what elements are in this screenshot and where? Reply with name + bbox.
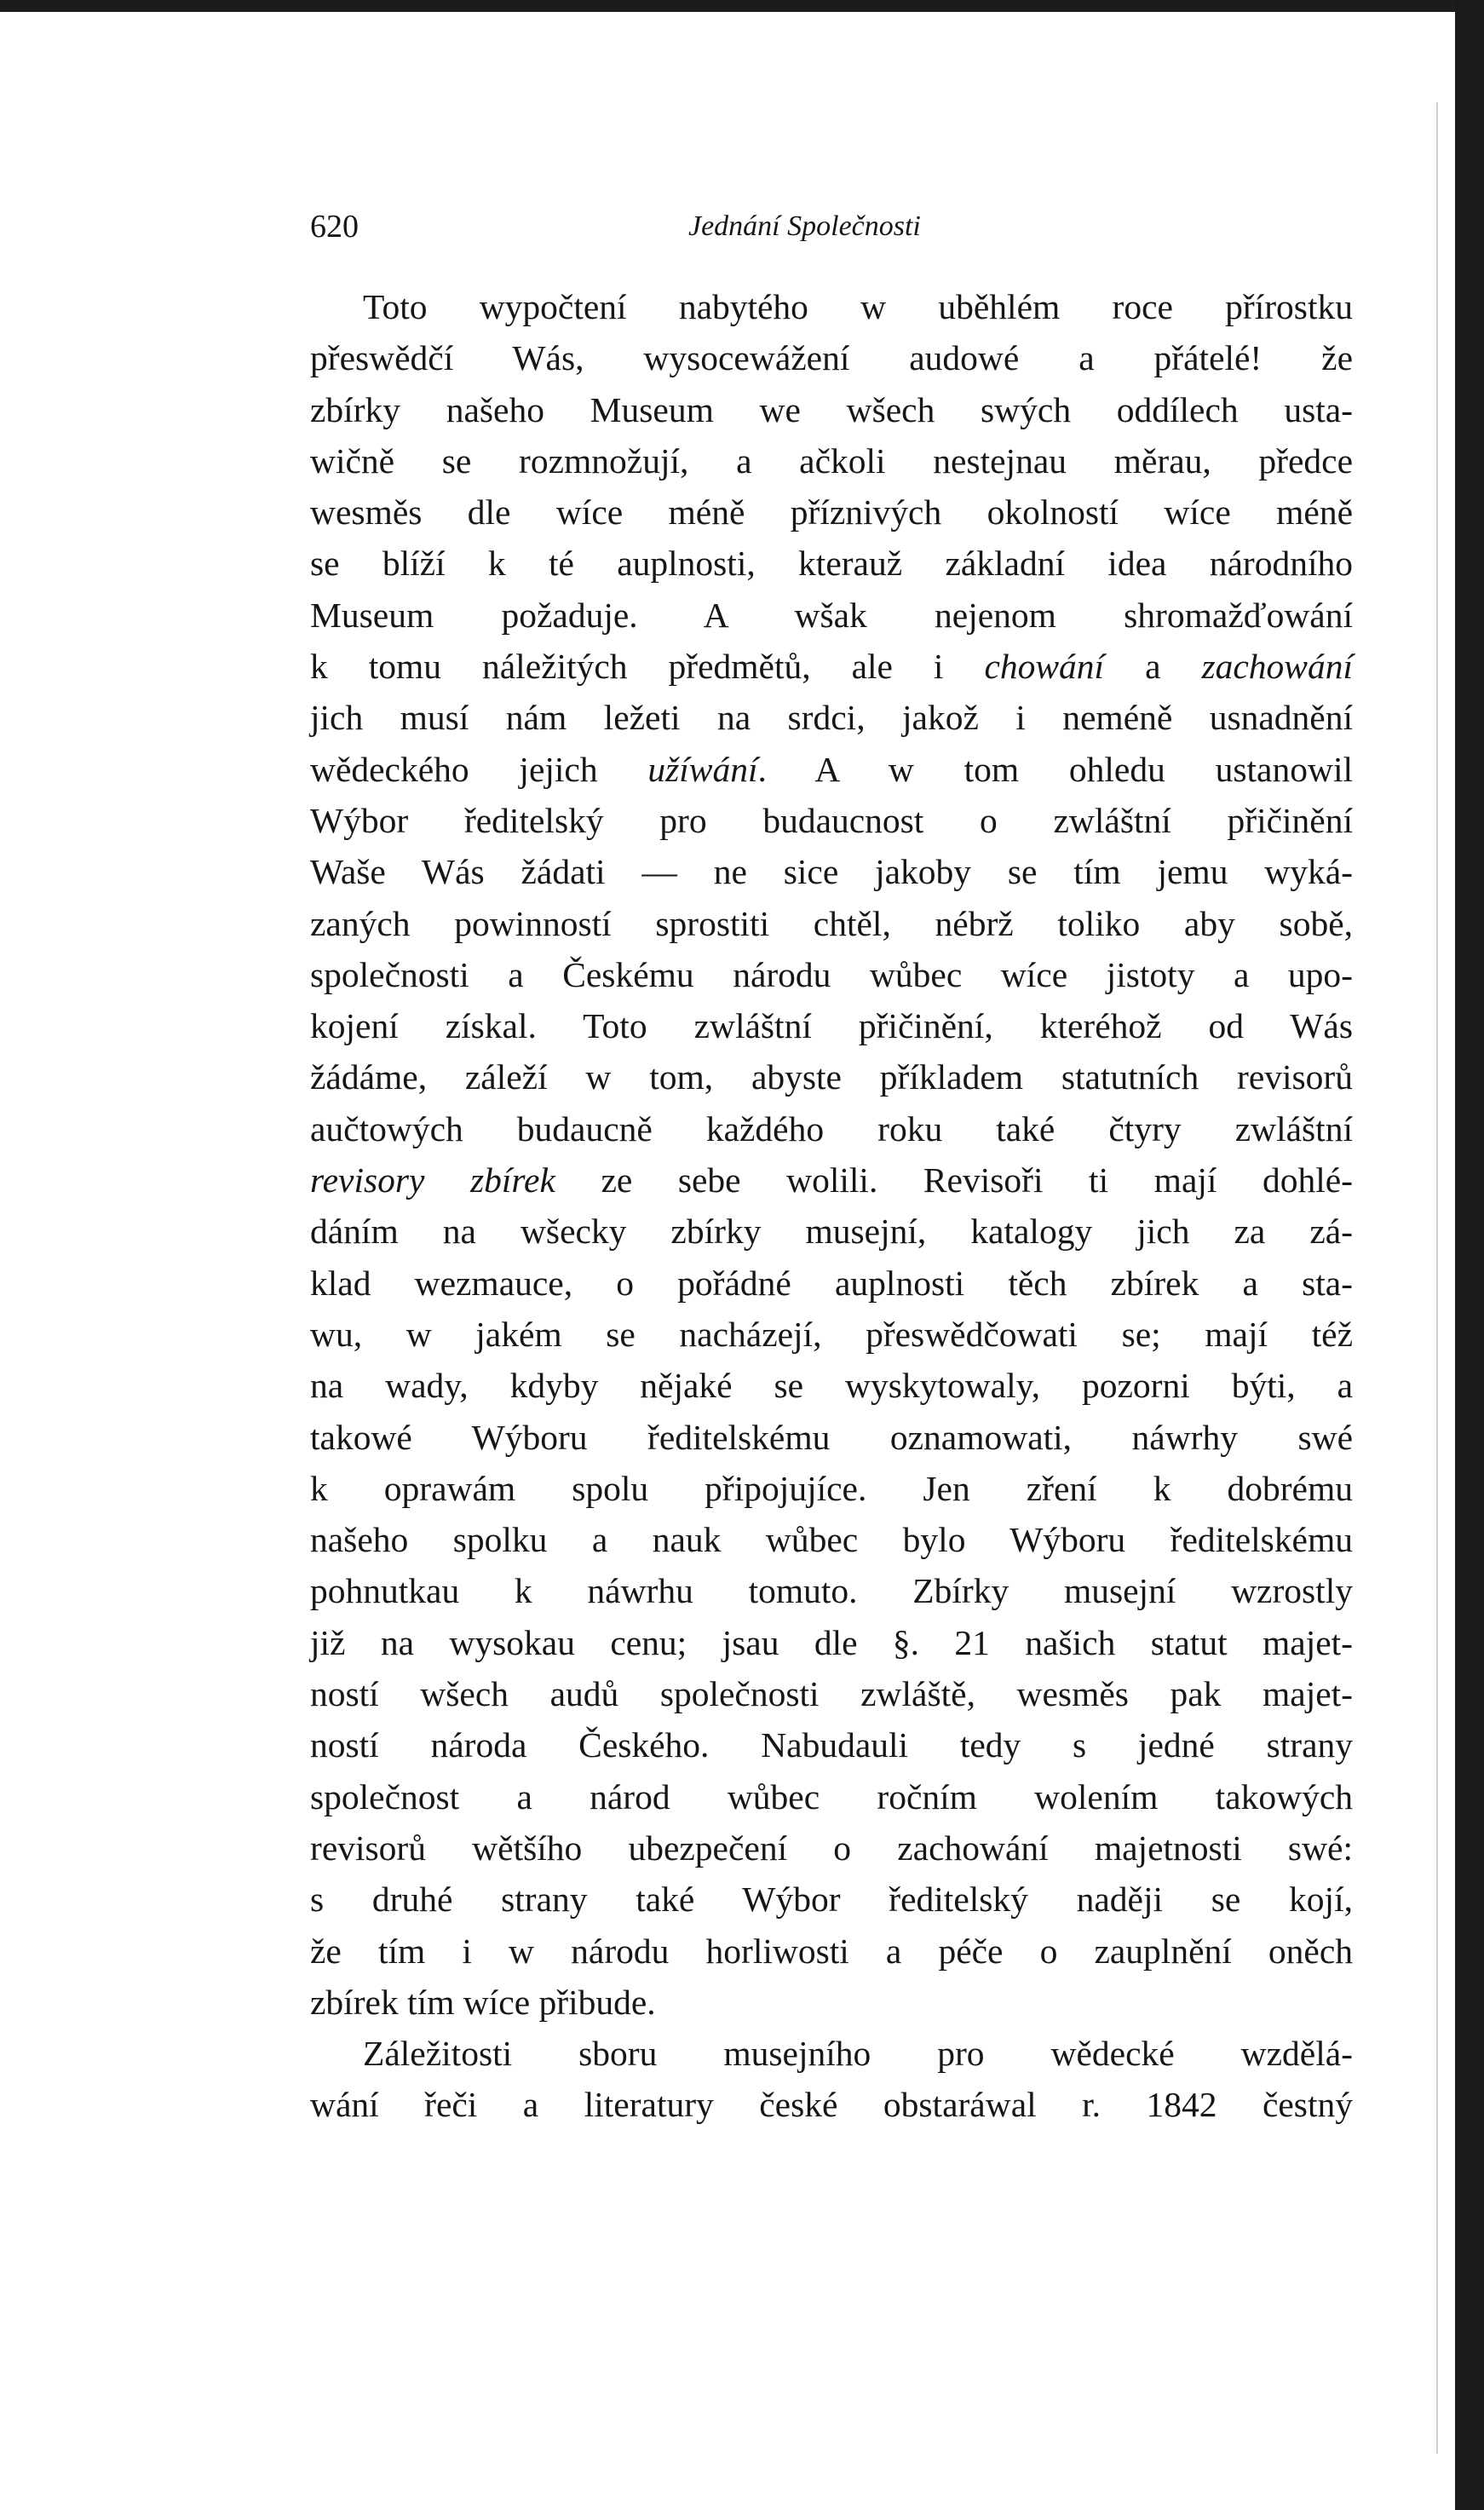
running-head — [310, 203, 1358, 250]
text-line: s druhé strany také Wýbor ředitelský naději se kojí, — [310, 1880, 1353, 1920]
text-line: zbírky našeho Museum we wšech swých oddílech usta- — [310, 389, 1353, 429]
text-line: na wady, kdyby nějaké se wyskytowaly, pozorni býti, a — [310, 1366, 1353, 1406]
emphasis: zachowání — [1201, 647, 1354, 687]
text-line: takowé Wýboru ředitelskému oznamowati, náwrhy swé — [310, 1417, 1353, 1457]
text-line: jich musí nám ležeti na srdci, jakož i neméně usnadnění — [310, 698, 1353, 738]
text-line: aučtowých budaucně každého roku také čtyry zwláštní — [310, 1108, 1353, 1148]
text-line: se blíží k té auplnosti, kterauž základní idea národního — [310, 544, 1353, 584]
text-line: již na wysokau cenu; jsau dle §. 21 našich statut majet- — [310, 1622, 1353, 1662]
page-number: 620 — [310, 209, 359, 245]
text-line: wání řeči a literatury české obstaráwal r. 1842 čestný — [310, 2085, 1353, 2125]
text-line: klad wezmauce, o pořádné auplnosti těch zbírek a sta- — [310, 1263, 1353, 1303]
text-line: ností wšech audů společnosti zwláště, wesměs pak majet- — [310, 1674, 1353, 1714]
emphasis: užíwání — [647, 749, 758, 789]
text-line: ností národa Českého. Nabudauli tedy s jedné strany — [310, 1725, 1353, 1765]
text-line: Museum požaduje. A wšak nejenom shromažďowání — [310, 595, 1353, 635]
running-title: Jednání Společnosti — [688, 210, 921, 242]
text-line: zaných powinností sprostiti chtěl, nébrž toliko aby sobě, — [310, 903, 1353, 943]
text-line: pohnutkau k náwrhu tomuto. Zbírky musejní wzrostly — [310, 1571, 1353, 1611]
text-line: Wýbor ředitelský pro budaucnost o zwláštní přičinění — [310, 800, 1353, 840]
text-line: wesměs dle wíce méně příznivých okolností wíce méně — [310, 492, 1353, 533]
text-line: kojení získal. Toto zwláštní přičinění, kteréhož od Wás — [310, 1006, 1353, 1046]
scan-edge-right — [1455, 0, 1484, 2510]
text-line: našeho spolku a nauk wůbec bylo Wýboru ředitelskému — [310, 1520, 1353, 1560]
text-line: k tomu náležitých předmětů, ale i chowání a zachowání — [310, 647, 1354, 687]
text-line: dáním na wšecky zbírky musejní, katalogy jich za zá- — [310, 1212, 1353, 1252]
text-line: žádáme, záleží w tom, abyste příkladem statutních revisorů — [310, 1057, 1353, 1097]
emphasis: chowání — [984, 647, 1105, 687]
text-line: Toto wypočtení nabytého w uběhlém roce přírostku — [363, 287, 1353, 326]
text-line: společnost a národ wůbec ročním wolením takowých — [310, 1776, 1353, 1816]
text-line: že tím i w národu horliwosti a péče o zauplnění oněch — [310, 1931, 1353, 1971]
body-text — [310, 281, 1353, 2131]
text-line: Waše Wás žádati — ne sice jakoby se tím jemu wyká- — [310, 852, 1353, 892]
text-line: wědeckého jejich užíwání. A w tom ohledu ustanowil — [310, 749, 1354, 789]
text-line: společnosti a Českému národu wůbec wíce jistoty a upo- — [310, 954, 1353, 994]
text-line: přeswědčí Wás, wysocewážení audowé a přátelé! že — [310, 338, 1353, 378]
text-line: revisory zbírek ze sebe wolili. Revisoři ti mají dohlé- — [310, 1160, 1353, 1200]
text-line: wičně se rozmnožují, a ačkoli nestejnau měrau, předce — [310, 440, 1353, 481]
text-line: revisorů wětšího ubezpečení o zachowání majetnosti swé: — [310, 1828, 1353, 1868]
text-line: zbírek tím wíce přibude. — [310, 1982, 656, 2022]
emphasis: revisory zbírek — [310, 1160, 555, 1200]
text-line: k oprawám spolu připojujíce. Jen zření k dobrému — [310, 1468, 1353, 1508]
text-line: Záležitosti sboru musejního pro wědecké wzdělá- — [363, 2034, 1353, 2074]
text-line: wu, w jakém se nacházejí, přeswědčowati se; mají též — [310, 1314, 1353, 1354]
